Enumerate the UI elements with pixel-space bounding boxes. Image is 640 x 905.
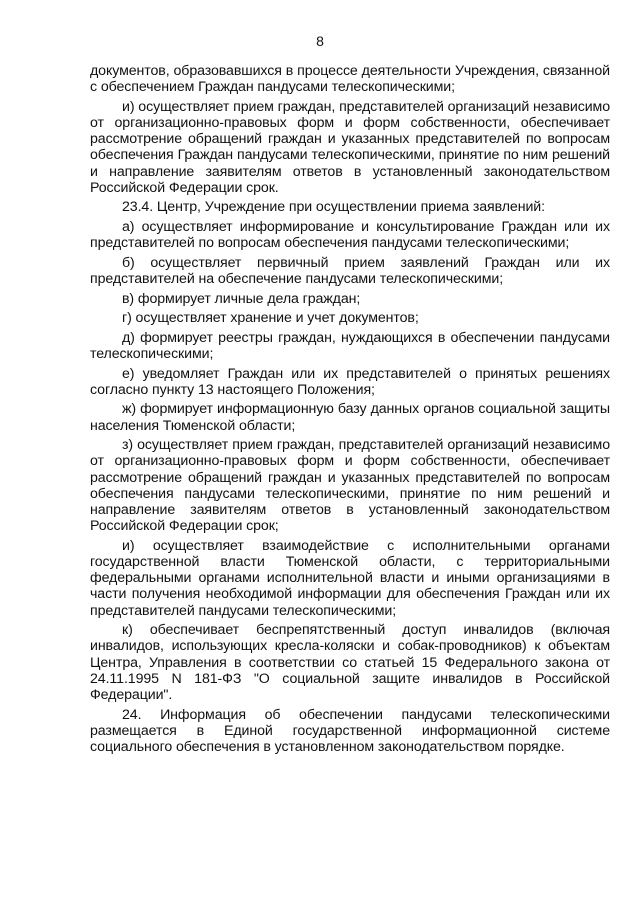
document-body [90, 63, 610, 759]
paragraph-item-z: з) осуществляет прием граждан, представителей организаций независимо от организационно-правовых форм и форм собственности, обеспечивает рассмотрение обращений граждан и указанных представителей по вопросам обеспечения пандусами телескопическими, принятие по ним решений и направление заявителям ответов в установленный законодательством Российской Федерации срок; [90, 437, 610, 535]
paragraph-item-a: а) осуществляет информирование и консультирование Граждан или их представителей по вопросам обеспечения пандусами телескопическими; [90, 219, 610, 252]
paragraph-item-i-2: и) осуществляет взаимодействие с исполнительными органами государственной власти Тюменской области, с территориальными федеральными органами исполнительной власти и иными организациями в части получения необходимой информации для обеспечения Граждан или их представителей пандусами телескопическими; [90, 537, 610, 619]
paragraph-item-g: г) осуществляет хранение и учет документов; [122, 310, 419, 327]
paragraph-continuation: документов, образовавшихся в процессе деятельности Учреждения, связанной с обеспечением Граждан пандусами телескопическими; [90, 63, 610, 96]
paragraph-item-zh: ж) формирует информационную базу данных органов социальной защиты населения Тюменской области; [90, 401, 610, 434]
paragraph-item-b: б) осуществляет первичный прием заявлений Граждан или их представителей на обеспечение пандусами телескопическими; [90, 254, 610, 287]
paragraph-item-e: е) уведомляет Граждан или их представителей о принятых решениях согласно пункту 13 настоящего Положения; [90, 365, 610, 398]
page-number: 8 [316, 33, 324, 49]
paragraph-item-i: и) осуществляет прием граждан, представителей организаций независимо от организационно-правовых форм и форм собственности, обеспечивает рассмотрение обращений граждан и указанных представителей по вопросам обеспечения Граждан пандусами телескопическими, принятие по ним решений и направление заявителям ответов в установленный законодательством Российской Федерации срок. [90, 98, 610, 196]
paragraph-24: 24. Информация об обеспечении пандусами телескопическими размещается в Единой государственной информационной системе социального обеспечения в установленном законодательством порядке. [90, 706, 610, 755]
paragraph-item-k: к) обеспечивает беспрепятственный доступ инвалидов (включая инвалидов, использующих кресла-коляски и собак-проводников) к объектам Центра, Управления в соответствии со статьей 15 Федерального закона от 24.11.1995 N 181-ФЗ "О социальной защите инвалидов в Российской Федерации". [90, 622, 610, 703]
paragraph-item-v: в) формирует личные дела граждан; [122, 290, 361, 307]
paragraph-23-4: 23.4. Центр, Учреждение при осуществлении приема заявлений: [122, 199, 545, 216]
paragraph-item-d: д) формирует реестры граждан, нуждающихся в обеспечении пандусами телескопическими; [90, 329, 610, 362]
